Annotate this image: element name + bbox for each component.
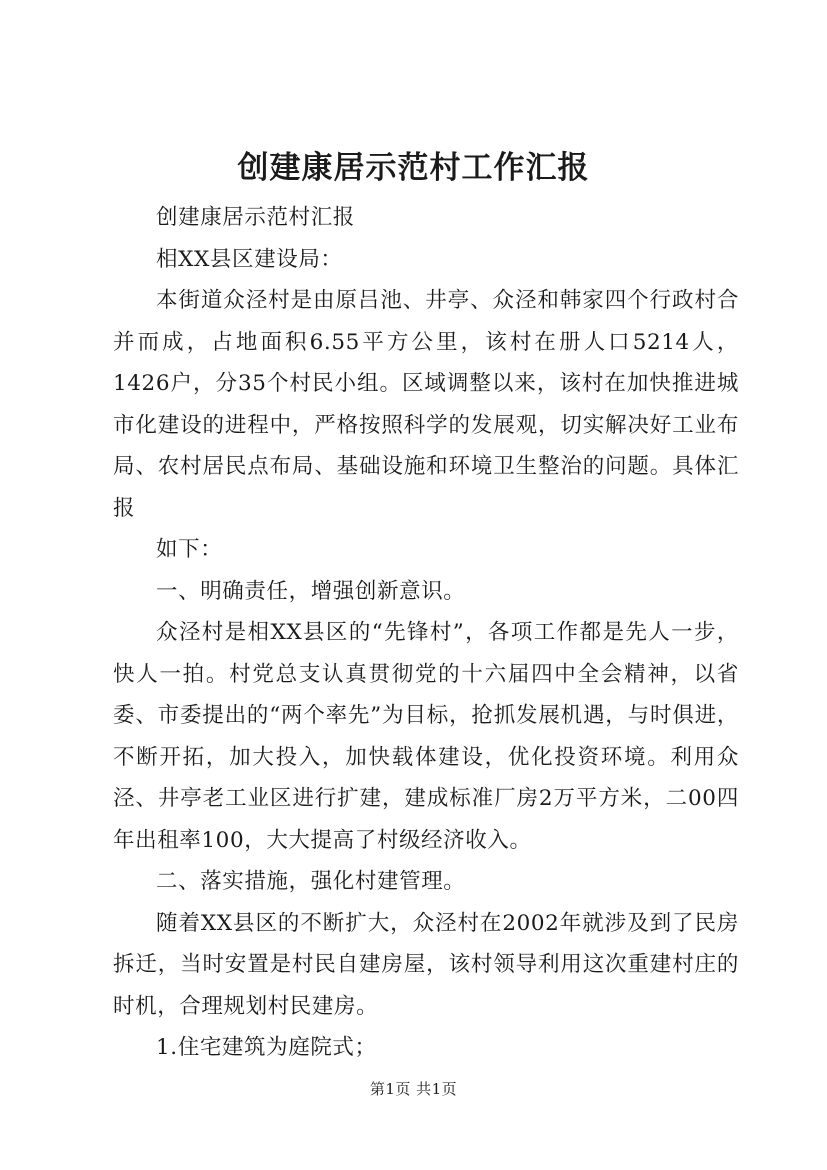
paragraph-addressee: 相XX县区建设局： — [156, 246, 343, 272]
document-body — [113, 197, 739, 1069]
document-title: 创建康居示范村工作汇报 — [237, 150, 590, 186]
paragraph-as-follows: 如下： — [156, 537, 223, 562]
paragraph-section-2: 随着XX县区的不断扩大，众泾村在2002年就涉及到了民房拆迁，当时安置是村民自建房屋，该村领导利用这次重建村庄的时机，合理规划村民建房。 — [113, 910, 739, 1019]
list-item-1: 1.住宅建筑为庭院式； — [156, 1035, 377, 1060]
section-heading-1: 一、明确责任，增强创新意识。 — [156, 578, 466, 604]
paragraph-subtitle: 创建康居示范村汇报 — [156, 205, 355, 230]
section-heading-2: 二、落实措施，强化村建管理。 — [156, 869, 466, 894]
page-footer: 第1页 共1页 — [369, 1080, 458, 1098]
paragraph-intro: 本街道众泾村是由原吕池、井亭、众泾和韩家四个行政村合并而成，占地面积6.55平方公里，该村在册人口5214人，1426户，分35个村民小组。区域调整以来，该村在加快推进城市化建设的进程中，严格按照科学的发展观，切实解决好工业布局、农村居民点布局、基础设施和环境卫生整治的问题。具体汇报 — [113, 288, 739, 521]
paragraph-section-1: 众泾村是相XX县区的“先锋村”，各项工作都是先人一步，快人一拍。村党总支认真贯彻党的十六届四中全会精神，以省委、市委提出的“两个率先”为目标，抢抓发展机遇，与时俱进，不断开拓，加大投入，加快载体建设，优化投资环境。利用众泾、井亭老工业区进行扩建，建成标准厂房2万平方米，二00四年出租率100，大大提高了村级经济收入。 — [113, 620, 739, 853]
